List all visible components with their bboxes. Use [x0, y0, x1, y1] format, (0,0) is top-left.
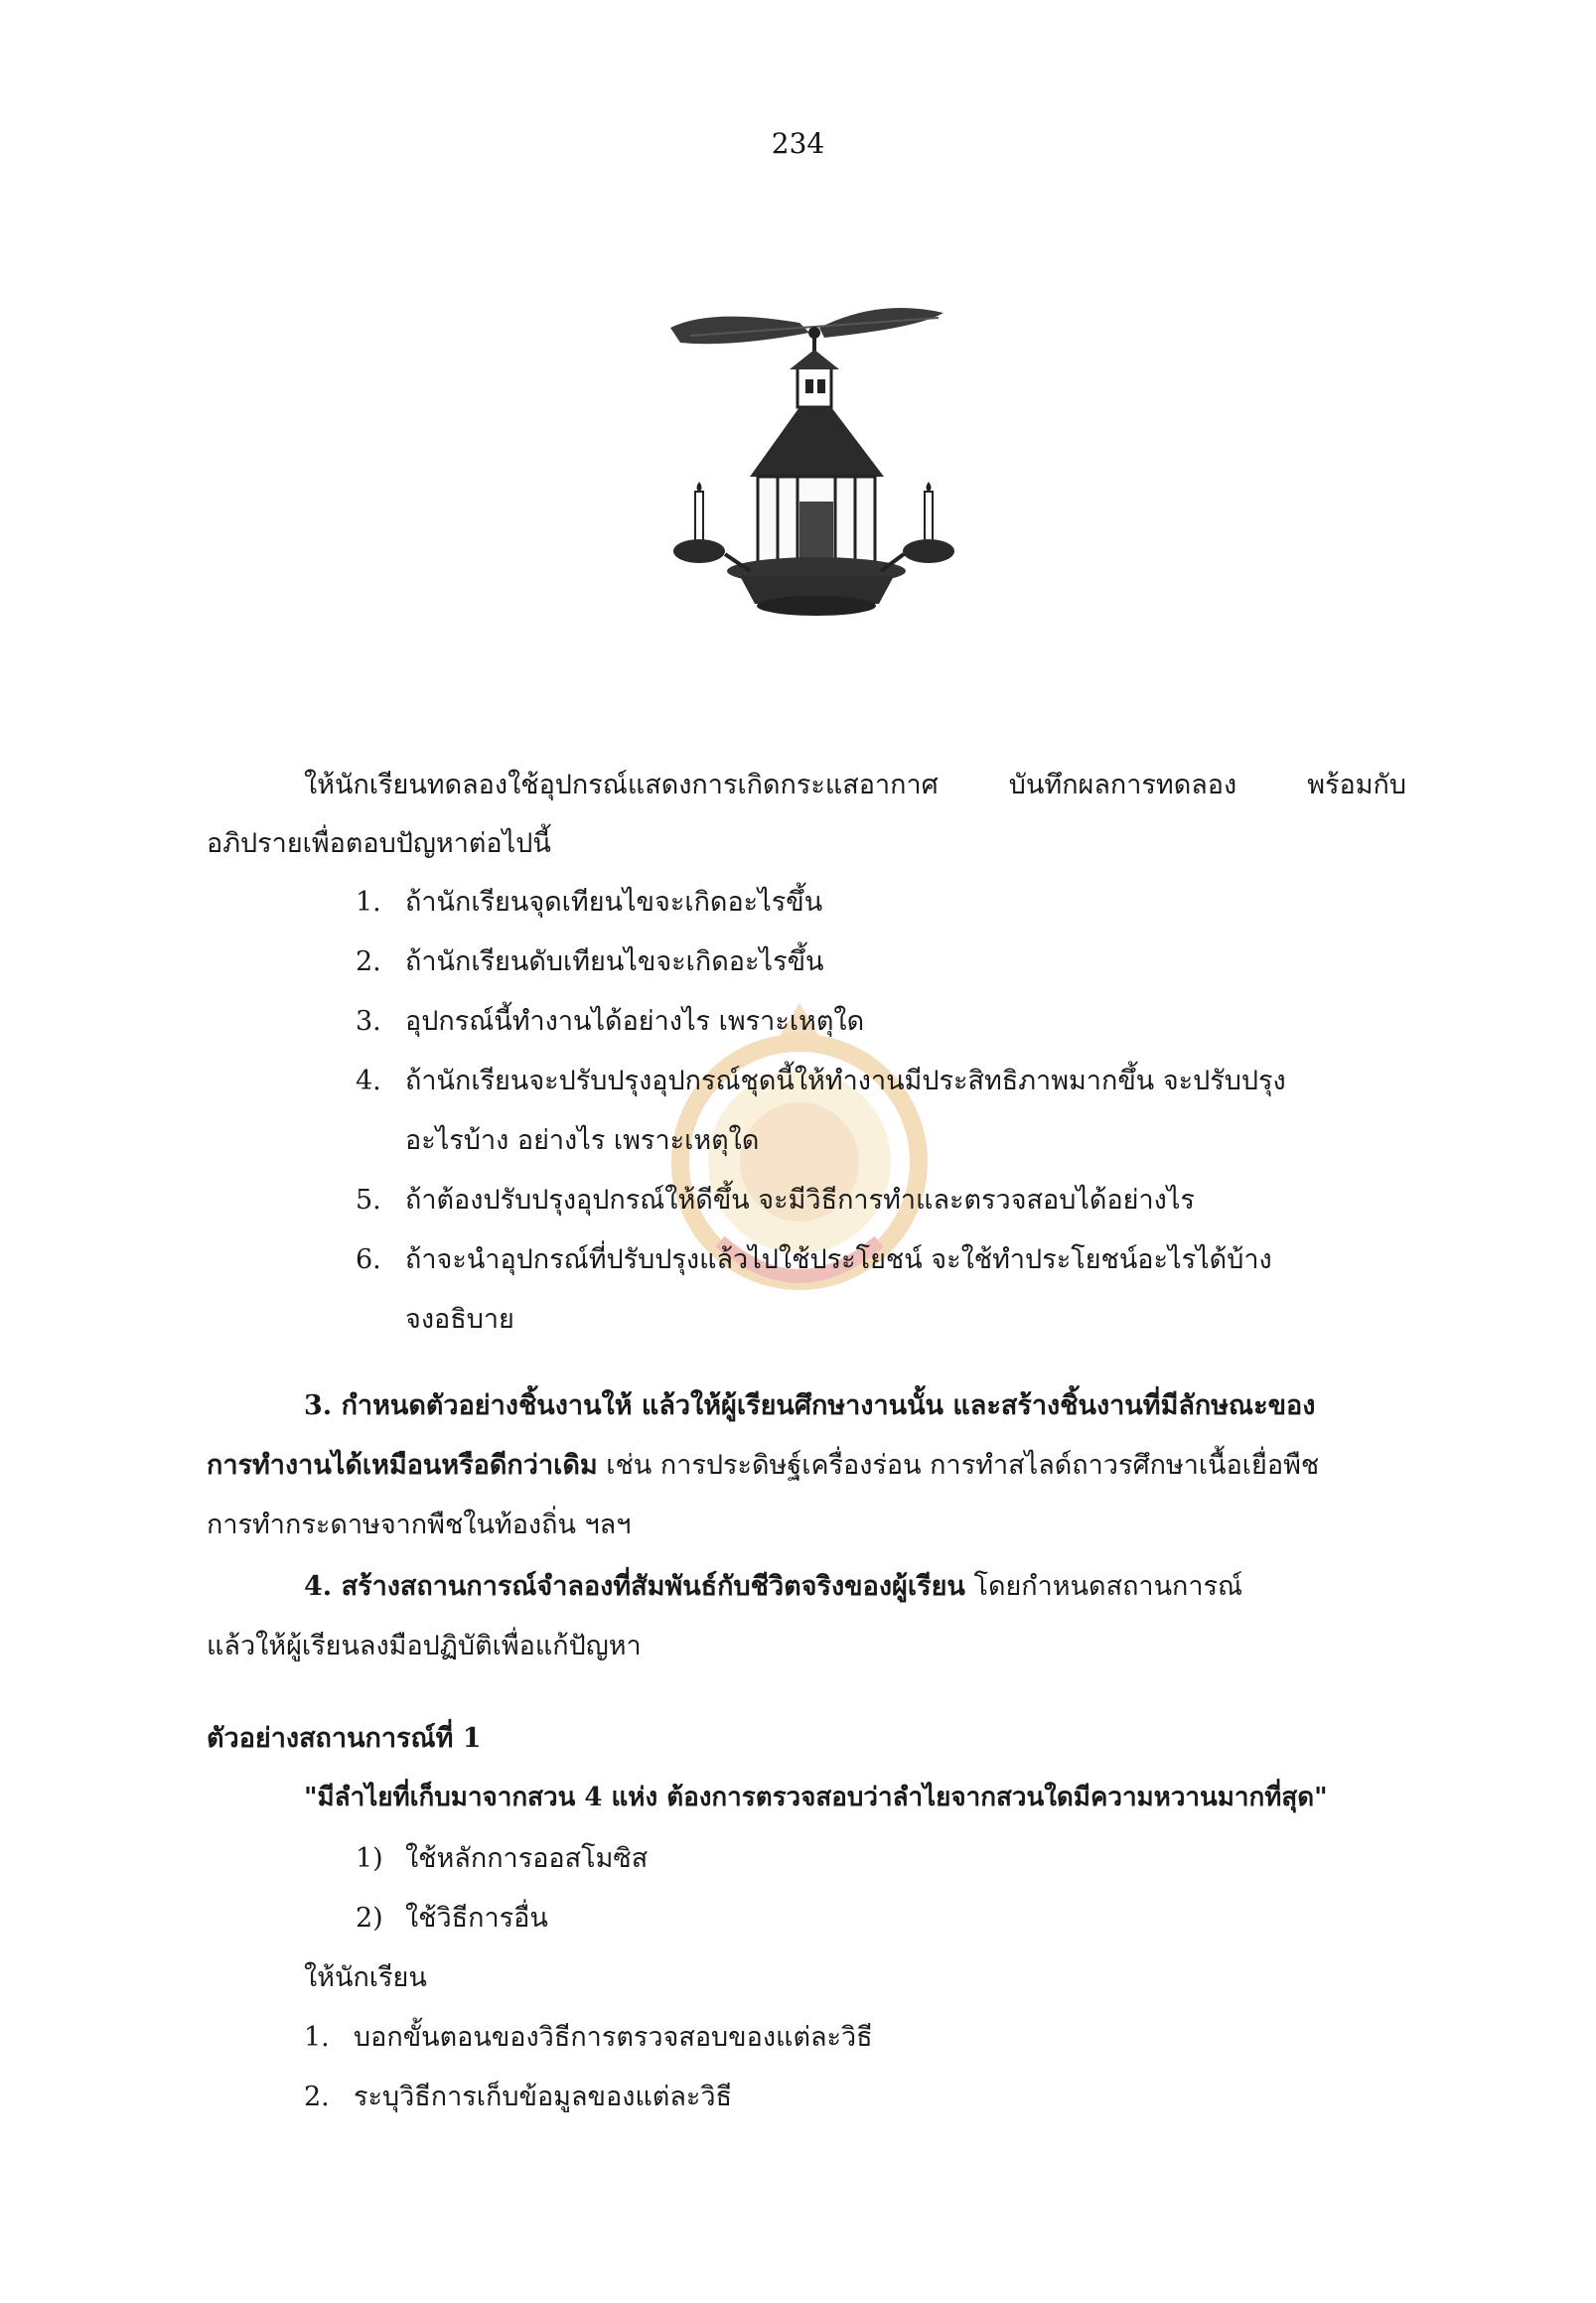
question-text: ถ้านักเรียนดับเทียนไขจะเกิดอะไรขึ้น	[405, 946, 824, 977]
method-item	[356, 1843, 648, 1875]
intro-line-2: อภิปรายเพื่อตอบปัญหาต่อไปนี้	[207, 828, 551, 859]
question-number: 6.	[356, 1244, 381, 1275]
question-text: อุปกรณ์นี้ทำงานได้อย่างไร เพราะเหตุใด	[405, 1006, 865, 1037]
method-item	[356, 1903, 548, 1935]
question-text: ถ้านักเรียนจะปรับปรุงอุปกรณ์ชุดนี้ให้ทำงานมีประสิทธิภาพมากขึ้น จะปรับปรุง	[405, 1066, 1286, 1096]
question-item	[356, 887, 822, 919]
question-item	[356, 946, 823, 978]
task-text: ระบุวิธีการเก็บข้อมูลของแต่ละวิธี	[354, 2082, 733, 2112]
question-text: ถ้านักเรียนจุดเทียนไขจะเกิดอะไรขึ้น	[405, 887, 823, 918]
item3-line-2-bold: การทำงานได้เหมือนหรือดีกว่าเดิม	[207, 1450, 598, 1481]
question-item	[356, 1244, 1272, 1276]
intro-line-1: ให้นักเรียนทดลองใช้อุปกรณ์แสดงการเกิดกระแสอากาศ บันทึกผลการทดลอง พร้อมกับ	[304, 770, 1406, 800]
question-continuation: จงอธิบาย	[405, 1304, 514, 1335]
example-instruction: ให้นักเรียน	[304, 1962, 427, 1993]
item3-line-2	[207, 1450, 1319, 1482]
question-number: 4.	[356, 1066, 381, 1096]
question-item	[356, 1185, 1195, 1217]
method-text: ใช้วิธีการอื่น	[405, 1903, 548, 1934]
page-number: 234	[771, 127, 825, 160]
question-text: ถ้าจะนำอุปกรณ์ที่ปรับปรุงแล้วไปใช้ประโยชน์ จะใช้ทำประโยชน์อะไรได้บ้าง	[405, 1244, 1272, 1275]
item4-line-2: แล้วให้ผู้เรียนลงมือปฏิบัติเพื่อแก้ปัญหา	[207, 1631, 642, 1661]
example-quote: "มีลำไยที่เก็บมาจากสวน 4 แห่ง ต้องการตรวจสอบว่าลำไยจากสวนใดมีความหวานมากที่สุด"	[304, 1783, 1328, 1812]
item4-rest: โดยกำหนดสถานการณ์	[964, 1571, 1243, 1602]
question-item	[356, 1006, 864, 1038]
question-number: 1.	[356, 887, 381, 918]
item4-lead: 4. สร้างสถานการณ์จำลองที่สัมพันธ์กับชีวิตจริงของผู้เรียน	[304, 1571, 965, 1602]
method-text: ใช้หลักการออสโมซิส	[405, 1843, 649, 1874]
item4-line-1	[304, 1571, 1242, 1603]
item3-lead: 3. กำหนดตัวอย่างชิ้นงานให้ แล้วให้ผู้เรียนศึกษางานนั้น และสร้างชิ้นงานที่มีลักษณะของ	[304, 1390, 1316, 1421]
task-number: 2.	[304, 2082, 330, 2112]
question-number: 2.	[356, 946, 381, 977]
method-number: 2)	[356, 1903, 383, 1934]
task-item	[304, 2082, 732, 2113]
method-number: 1)	[356, 1843, 383, 1874]
task-item	[304, 2022, 873, 2054]
task-text: บอกขั้นตอนของวิธีการตรวจสอบของแต่ละวิธี	[354, 2022, 873, 2053]
item3-line-2-rest: เช่น การประดิษฐ์เครื่องร่อน การทำสไลด์ถาวรศึกษาเนื้อเยื่อพืช	[597, 1450, 1320, 1481]
task-number: 1.	[304, 2022, 330, 2053]
question-number: 3.	[356, 1006, 381, 1037]
candle-pyramid-illustration	[651, 288, 978, 646]
example-heading: ตัวอย่างสถานการณ์ที่ 1	[207, 1723, 482, 1754]
question-text: ถ้าต้องปรับปรุงอุปกรณ์ให้ดีขึ้น จะมีวิธีการทำและตรวจสอบได้อย่างไร	[405, 1185, 1195, 1216]
item3-line-3: การทำกระดาษจากพืชในท้องถิ่น ฯลฯ	[207, 1510, 632, 1540]
question-item	[356, 1066, 1286, 1097]
question-continuation: อะไรบ้าง อย่างไร เพราะเหตุใด	[405, 1125, 760, 1156]
question-number: 5.	[356, 1185, 381, 1216]
